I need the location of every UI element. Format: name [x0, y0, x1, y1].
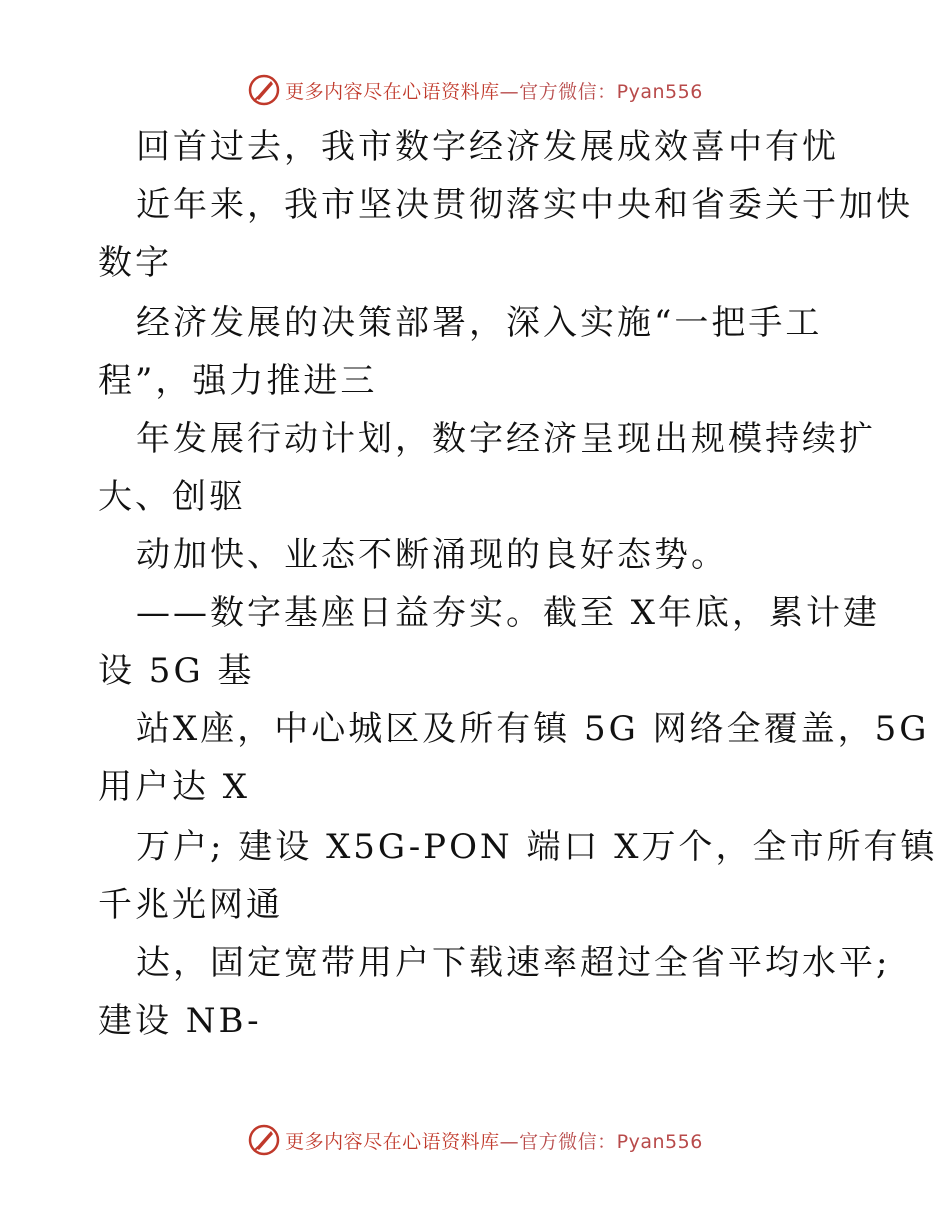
- paragraph-line: ——数字基座日益夯实。截至 X年底，累计建: [136, 593, 881, 633]
- header-banner-main: 更多内容尽在心语资料库: [285, 80, 500, 103]
- paragraph-line: 达，固定宽带用户下载速率超过全省平均水平;: [136, 943, 891, 983]
- paragraph-line: 程”，强力推进三: [98, 361, 378, 401]
- header-banner-text: [285, 77, 703, 104]
- paragraph-line: 经济发展的决策部署，深入实施“一把手工: [136, 303, 823, 343]
- footer-banner-main: 更多内容尽在心语资料库: [285, 1130, 500, 1153]
- paragraph-line: 站X座，中心城区及所有镇 5G 网络全覆盖，5G: [136, 709, 930, 749]
- paragraph-line: 大、创驱: [98, 477, 246, 517]
- paragraph-line: 数字: [98, 243, 172, 283]
- quill-logo-icon: [247, 1123, 281, 1157]
- paragraph-line: 万户; 建设 X5G-PON 端口 X万个，全市所有镇: [136, 827, 938, 867]
- paragraph-line: 千兆光网通: [98, 885, 283, 925]
- header-banner: [0, 70, 950, 110]
- quill-logo-icon: [247, 73, 281, 107]
- footer-banner-text: [285, 1127, 703, 1154]
- footer-banner: [0, 1120, 950, 1160]
- paragraph-line: 回首过去，我市数字经济发展成效喜中有忧: [136, 127, 839, 167]
- paragraph-line: 建设 NB-: [98, 1001, 262, 1041]
- paragraph-line: 用户达 X: [98, 767, 251, 807]
- paragraph-line: 近年来，我市坚决贯彻落实中央和省委关于加快: [136, 185, 913, 225]
- header-banner-tail: —官方微信：Pyan556: [499, 80, 703, 103]
- footer-banner-tail: —官方微信：Pyan556: [499, 1130, 703, 1153]
- paragraph-line: 设 5G 基: [98, 651, 255, 691]
- paragraph-line: 动加快、业态不断涌现的良好态势。: [136, 535, 728, 575]
- paragraph-line: 年发展行动计划，数字经济呈现出规模持续扩: [136, 419, 876, 459]
